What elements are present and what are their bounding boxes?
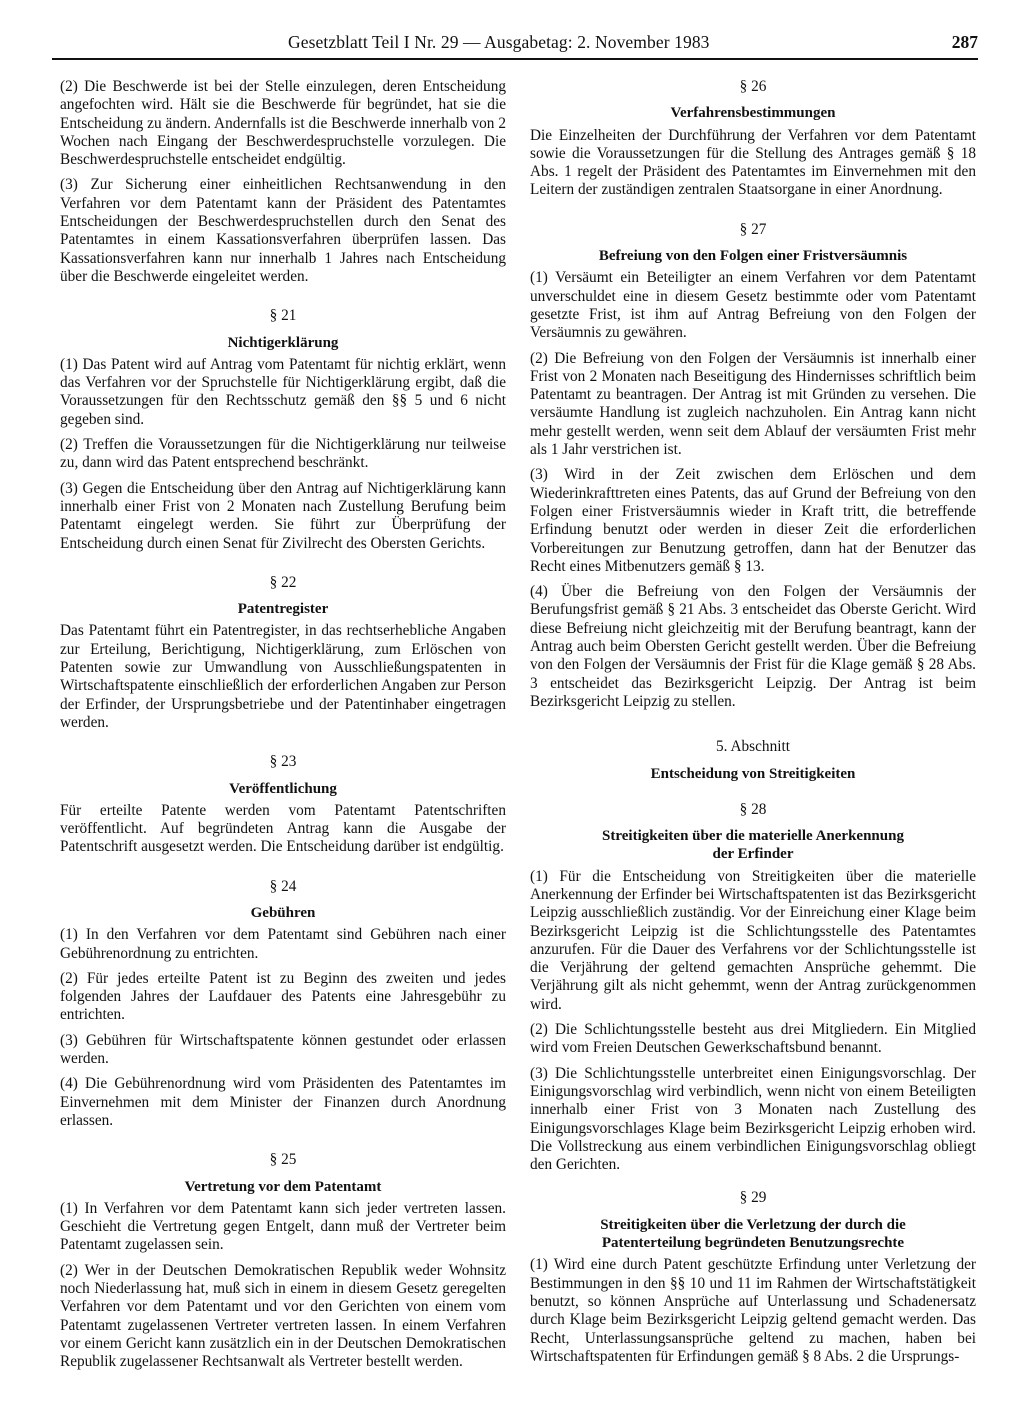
chapter-5-heading: Entscheidung von Streitigkeiten — [650, 765, 856, 782]
section-29-number: § 29 — [739, 1189, 767, 1207]
section-22-number: § 22 — [269, 573, 297, 591]
s24-paragraph-1: (1) In den Verfahren vor dem Patentamt sind Gebühren nach einer Gebührenordnung zu entrichten. — [60, 926, 506, 962]
section-29-heading-line-2: Patenterteilung begründeten Benutzungsrechte — [601, 1235, 905, 1252]
s20-paragraph-3: (3) Zur Sicherung einer einheitlichen Rechtsanwendung in den Verfahren vor dem Patentamt kann der Präsident des Patentamtes Entscheidungen der Beschwerdespruchstellen durch den Senat des Patentamtes in einem Kassationsverfahren überprüfen lassen. Das Kassationsverfahren kann nur innerhalb 1 Jahres nach Entscheidung über die Beschwerde eingeleitet werden. — [60, 176, 506, 285]
section-21-heading: Nichtigerklärung — [227, 334, 339, 351]
s25-paragraph-2: (2) Wer in der Deutschen Demokratischen Republik weder Wohnsitz noch Niederlassung hat, muß sich in einem in diesem Gesetz geregelten Verfahren vor dem Patentamt und vor den Gerichten von einem vom Patentamt zugelassenen Vertreter vertreten lassen. In einem Verfahren vor einem Gericht kann zusätzlich ein in der Deutschen Demokratischen Republik zugelassener Rechtsanwalt als Vertreter bestellt werden. — [60, 1261, 506, 1371]
section-26-number: § 26 — [739, 78, 767, 95]
section-23-heading: Veröffentlichung — [229, 780, 337, 797]
right-column — [530, 78, 976, 1373]
s27-paragraph-2: (2) Die Befreiung von den Folgen der Versäumnis ist innerhalb einer Frist von 2 Monaten nach Beseitigung des Hindernisses schriftlich beim Patentamt zu beantragen. Der Antrag ist mit Gründen zu versehen. Die versäumte Handlung ist zugleich nachzuholen. Ein Antrag kann nicht mehr gestellt werden, wenn seit dem Ablauf der versäumten Frist mehr als 1 Jahr verstrichen ist. — [530, 349, 976, 459]
s20-paragraph-2: (2) Die Beschwerde ist bei der Stelle einzulegen, deren Entscheidung angefochten wird. Hält sie die Beschwerde für begründet, hat sie die Entscheidung zu ändern. Andernfalls ist die Beschwerde innerhalb von 2 Wochen nach Eingang der Beschwerdespruchstelle vorzulegen. Die Beschwerdespruchstelle entscheidet endgültig. — [60, 78, 506, 169]
s27-paragraph-4: (4) Über die Befreiung von den Folgen der Versäumnis der Berufungsfrist gemäß § 21 Abs. 3 entscheidet das Oberste Gericht. Wird diese Befreiung nicht gleichzeitig mit der Berufung beantragt, kann der Antrag auch beim Obersten Gericht gestellt werden. Über die Befreiung von den Folgen der Versäumnis der Frist für die Klage gemäß § 28 Abs. 3 entscheidet das Bezirksgericht Leipzig. Der Antrag ist beim Bezirksgericht Leipzig zu stellen. — [530, 583, 976, 710]
section-25-heading: Vertretung vor dem Patentamt — [184, 1178, 382, 1195]
s26-paragraph-1: Die Einzelheiten der Durchführung der Verfahren vor dem Patentamt sowie die Voraussetzungen für die Stellung des Antrages gemäß § 18 Abs. 1 regelt der Präsident des Patentamtes im Einvernehmen mit den Leitern der zuständigen zentralen Staatsorgane in einer Anordnung. — [530, 126, 976, 199]
s21-paragraph-3: (3) Gegen die Entscheidung über den Antrag auf Nichtigerklärung kann innerhalb einer Frist von 2 Monaten nach Zustellung Berufung beim Patentamt eingelegt werden. Sie führt zur Überprüfung der Entscheidung durch einen Senat für Zivilrecht des Obersten Gerichts. — [60, 479, 506, 552]
s25-paragraph-1: (1) In Verfahren vor dem Patentamt kann sich jeder vertreten lassen. Geschieht die Vertretung gegen Entgelt, dann muß der Vertreter beim Patentamt zugelassen sein. — [60, 1199, 506, 1254]
page-header — [52, 30, 978, 60]
section-28-heading-line-2: der Erfinder — [712, 846, 794, 863]
s21-paragraph-2: (2) Treffen die Voraussetzungen für die Nichtigerklärung nur teilweise zu, dann wird das Patent entsprechend beschränkt. — [60, 436, 506, 472]
section-25-number: § 25 — [269, 1151, 297, 1169]
s27-paragraph-1: (1) Versäumt ein Beteiligter an einem Verfahren vor dem Patentamt unverschuldet eine in diesem Gesetz bestimmte oder vom Patentamt gesetzte Frist, ist ihm auf Antrag Befreiung von den Folgen der Versäumnis zu gewähren. — [530, 269, 976, 342]
s23-paragraph-1: Für erteilte Patente werden vom Patentamt Patentschriften veröffentlicht. Auf begründeten Antrag kann die Ausgabe der Patentschrift ausgesetzt werden. Die Entscheidung darüber ist endgültig. — [60, 801, 506, 856]
left-column — [60, 78, 506, 1379]
section-27-heading: Befreiung von den Folgen einer Fristversäumnis — [598, 248, 908, 265]
s24-paragraph-2: (2) Für jedes erteilte Patent ist zu Beginn des zweiten und jedes folgenden Jahres der Laufdauer des Patents eine Jahresgebühr zu entrichten. — [60, 969, 506, 1024]
section-22-heading: Patentregister — [237, 601, 329, 618]
section-23-number: § 23 — [269, 753, 297, 771]
chapter-5-number: 5. Abschnitt — [716, 738, 790, 756]
section-28-number: § 28 — [739, 800, 767, 818]
s29-paragraph-1: (1) Wird eine durch Patent geschützte Erfindung unter Verletzung der Bestimmungen in den §§ 10 und 11 im Rahmen der Wirtschaftstätigkeit benutzt, so können Ansprüche auf Unterlassung und Schadenersatz durch Klage beim Bezirksgericht Leipzig geltend gemacht werden. Das Recht, Unterlassungsansprüche geltend zu machen, haben bei Wirtschaftspatenten für Erfindungen gemäß § 8 Abs. 2 die Ursprungs- — [530, 1256, 976, 1365]
s24-paragraph-4: (4) Die Gebührenordnung wird vom Präsidenten des Patentamtes im Einvernehmen mit dem Minister der Finanzen durch Anordnung erlassen. — [60, 1075, 506, 1129]
section-24-heading: Gebühren — [250, 904, 316, 921]
s24-paragraph-3: (3) Gebühren für Wirtschaftspatente können gestundet oder erlassen werden. — [60, 1031, 506, 1068]
section-24-number: § 24 — [269, 877, 297, 895]
s27-paragraph-3: (3) Wird in der Zeit zwischen dem Erlöschen und dem Wiederinkrafttreten eines Patents, das auf Grund der Befreiung von den Folgen einer Fristversäumnis wieder in Kraft tritt, die betreffende Erfindung benutzt oder werden in dieser Zeit die erforderlichen Vorbereitungen zur Benutzung getroffen, dann hat der Benutzer das Recht eines Mitbenutzers gemäß § 13. — [530, 466, 976, 575]
s28-paragraph-3: (3) Die Schlichtungsstelle unterbreitet einen Einigungsvorschlag. Der Einigungsvorschlag wird verbindlich, wenn nicht von einem Beteiligten innerhalb einer Frist von 3 Monaten nach Zustellung des Einigungsvorschlages Klage beim Bezirksgericht Leipzig erhoben wird. Die Vollstreckung aus einem verbindlichen Einigungsvorschlag obliegt den Gerichten. — [530, 1064, 976, 1174]
section-27-number: § 27 — [739, 220, 767, 238]
s21-paragraph-1: (1) Das Patent wird auf Antrag vom Patentamt für nichtig erklärt, wenn das Verfahren vor der Spruchstelle für Nichtigerklärung ergibt, daß die Voraussetzungen für den Rechtsschutz gemäß den §§ 5 und 6 nicht gegeben sind. — [60, 355, 506, 428]
page-number: 287 — [951, 32, 978, 52]
section-21-number: § 21 — [269, 307, 297, 325]
section-26-heading: Verfahrensbestimmungen — [670, 105, 836, 122]
s22-paragraph-1: Das Patentamt führt ein Patentregister, in das rechtserhebliche Angaben zur Erteilung, Berichtigung, Nichtigerklärung, zum Erlöschen von Patenten sowie zur Umwandlung von Ausschließungspatenten in Wirtschaftspatente einschließlich der erforderlichen Angaben zur Person der Erfinder, der Ursprungsbetriebe und der Patentinhaber eingetragen werden. — [60, 622, 506, 731]
section-28-heading-line-1: Streitigkeiten über die materielle Anerkennung — [602, 828, 904, 845]
s28-paragraph-1: (1) Für die Entscheidung von Streitigkeiten über die materielle Anerkennung der Erfinder bei Wirtschaftspatenten ist das Bezirksgericht Leipzig ausschließlich zuständig. Vor der Einreichung einer Klage beim Bezirksgericht Leipzig ist die Schlichtungsstelle des Patentamtes anzurufen. Für die Dauer des Verfahrens vor der Schlichtungsstelle ist die Verjährung der geltend gemachten Ansprüche gehemmt. Die Verjährung gilt als nicht gehemmt, wenn der Antrag zurückgenommen wird. — [530, 867, 976, 1013]
s28-paragraph-2: (2) Die Schlichtungsstelle besteht aus drei Mitgliedern. Ein Mitglied wird vom Freien Deutschen Gewerkschaftsbund benannt. — [530, 1021, 976, 1057]
section-29-heading-line-1: Streitigkeiten über die Verletzung der durch die — [600, 1216, 906, 1233]
gazette-title: Gesetzblatt Teil I Nr. 29 — Ausgabetag: 2. November 1983 — [288, 32, 710, 52]
